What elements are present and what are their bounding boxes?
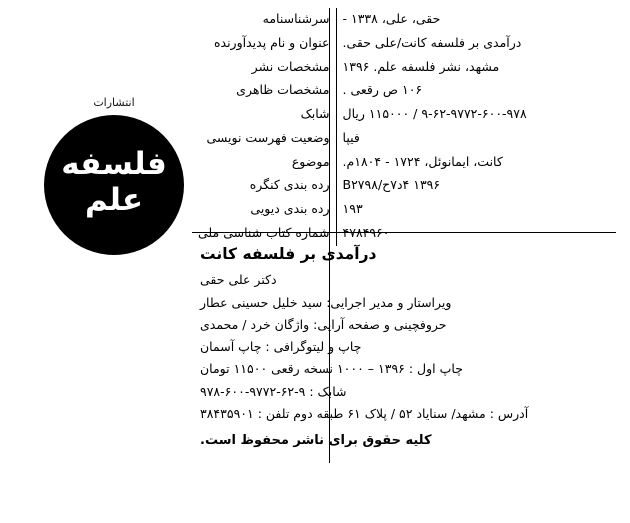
cip-label: سرشناسنامه xyxy=(262,11,330,26)
cip-label: عنوان و نام پدیدآورنده xyxy=(213,34,330,50)
copyright-notice: کلیه حقوق برای ناشر محفوظ است. xyxy=(200,433,432,449)
cip-value: ۱۰۶ ص رقعی . xyxy=(336,79,616,103)
colophon-line-typesetting: حروفچینی و صفحه آرایی: واژگان خرد / محمدی xyxy=(200,316,447,332)
table-row xyxy=(192,151,616,175)
table-row xyxy=(192,56,616,80)
table-row xyxy=(192,127,616,151)
publisher-logo-area xyxy=(36,96,192,255)
cip-value: ۹-۶۲-۹۷۷۲-۶۰۰-۹۷۸ / ۱۱۵۰۰۰ ریال xyxy=(336,103,616,127)
cip-catalog-block xyxy=(192,8,616,246)
cip-label: شماره کتاب شناسی ملی xyxy=(198,224,330,240)
cip-label: مشخصات ظاهری xyxy=(236,82,330,98)
cip-value: ۱۹۳ xyxy=(336,198,616,222)
colophon-line-printing: چاپ و لیتوگرافی : چاپ آسمان xyxy=(200,339,362,355)
publisher-logo-icon xyxy=(44,115,184,255)
cip-label: رده بندی کنگره xyxy=(249,177,330,193)
cip-value: حقی، علی، ۱۳۳۸ - xyxy=(336,8,616,32)
cip-label: شابک xyxy=(300,106,330,121)
colophon-line-edition: چاپ اول : ۱۳۹۶ – ۱۰۰۰ نسخه رقعی ۱۱۵۰۰ تومان xyxy=(200,361,463,377)
cip-value: ۴۷۸۴۹۶۰ xyxy=(336,222,616,246)
table-row xyxy=(192,103,616,127)
cip-table xyxy=(192,8,616,246)
cip-value: درآمدی بر فلسفه کانت/علی حقی. xyxy=(336,32,616,56)
colophon-line-isbn: شابک : ۹-۶۲-۹۷۷۲-۶۰۰-۹۷۸ xyxy=(200,383,347,399)
publisher-logo-text-line2: علم xyxy=(84,182,144,218)
table-row xyxy=(192,198,616,222)
publisher-logo-text-line1: فلسفه xyxy=(61,146,167,183)
colophon-line-author: دکتر علی حقی xyxy=(200,272,277,288)
horizontal-divider xyxy=(192,232,616,233)
colophon-block xyxy=(200,240,616,456)
publisher-caption: انتشارات xyxy=(93,96,135,109)
cip-value: مشهد، نشر فلسفه علم. ۱۳۹۶ xyxy=(336,56,616,80)
cip-value: کانت، ایمانوئل، ۱۷۲۴ - ۱۸۰۴م. xyxy=(336,151,616,175)
cip-table-body xyxy=(192,8,616,246)
table-row xyxy=(192,32,616,56)
cip-value: فیپا xyxy=(336,127,616,151)
table-row xyxy=(192,8,616,32)
cip-value: ۱۳۹۶ ۴د۷ح/B۲۷۹۸ xyxy=(336,174,616,198)
table-row xyxy=(192,174,616,198)
colophon-line-address: آدرس : مشهد/ سنایاد ۵۲ / پلاک ۶۱ طبقه دوم تلفن : ۳۸۴۳۵۹۰۱ xyxy=(200,405,529,421)
cip-label: موضوع xyxy=(291,153,330,169)
cip-label: وضعیت فهرست نویسی xyxy=(206,129,330,145)
book-title: درآمدی بر فلسفه کانت xyxy=(200,245,377,263)
cip-label: رده بندی دیویی xyxy=(250,201,330,216)
publisher-logo-text xyxy=(61,147,167,222)
cip-label: مشخصات نشر xyxy=(251,58,330,74)
table-row xyxy=(192,79,616,103)
colophon-line-editor: ویراستار و مدیر اجرایی: سید خلیل حسینی عطار xyxy=(200,294,452,310)
